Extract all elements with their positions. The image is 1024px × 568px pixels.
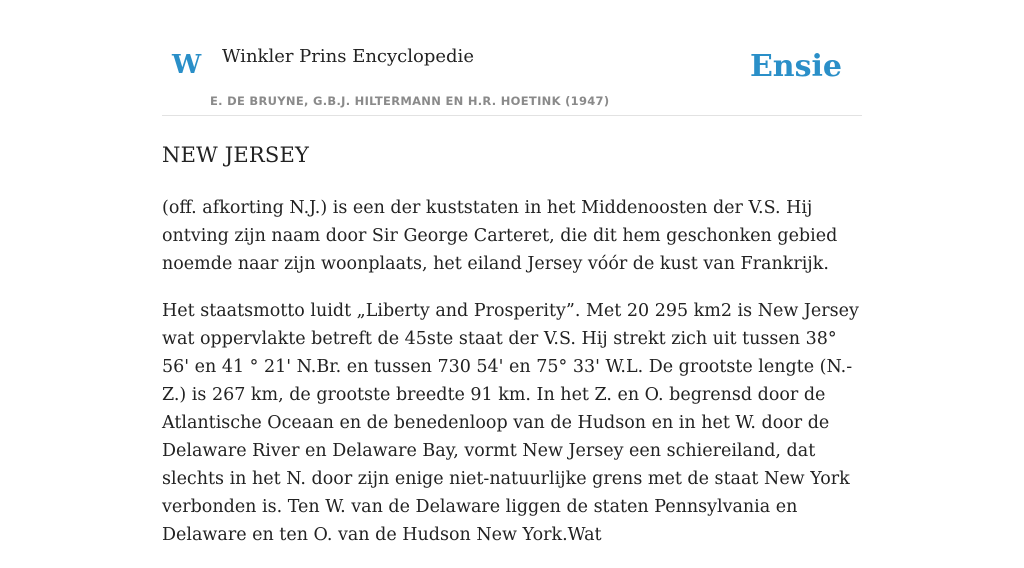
- authors-line: E. DE BRUYNE, G.B.J. HILTERMANN EN H.R. HOETINK (1947): [210, 94, 610, 108]
- article: [162, 138, 864, 568]
- article-title: NEW JERSEY: [162, 143, 310, 167]
- article-paragraph: (off. afkorting N.J.) is een der kuststaten in het Middenoosten der V.S. Hij ontving zijn naam door Sir George Carteret, die dit hem geschonken gebied noemde naar zijn woonplaats, het eiland Jersey vóór de kust van Frankrijk.: [162, 198, 838, 274]
- site-logo[interactable]: W: [172, 50, 202, 80]
- site-header: [162, 30, 862, 116]
- brand-logo[interactable]: Ensie: [749, 49, 842, 84]
- site-title[interactable]: Winkler Prins Encyclopedie: [222, 46, 474, 67]
- article-paragraph: Het staatsmotto luidt „Liberty and Prosperity”. Met 20 295 km2 is New Jersey wat oppervlakte betreft de 45ste staat der V.S. Hij strekt zich uit tussen 38° 56' en 41 ° 21' N.Br. en tussen 730 54' en 75° 33' W.L. De grootste lengte (N.-Z.) is 267 km, de grootste breedte 91 km. In het Z. en O. begrensd door de Atlantische Oceaan en de benedenloop van de Hudson en in het W. door de Delaware River en Delaware Bay, vormt New Jersey een schiereiland, dat slechts in het N. door zijn enige niet-natuurlijke grens met de staat New York verbonden is. Ten W. van de Delaware liggen de staten Pennsylvania en Delaware en ten O. van de Hudson New York.Wat: [162, 301, 859, 545]
